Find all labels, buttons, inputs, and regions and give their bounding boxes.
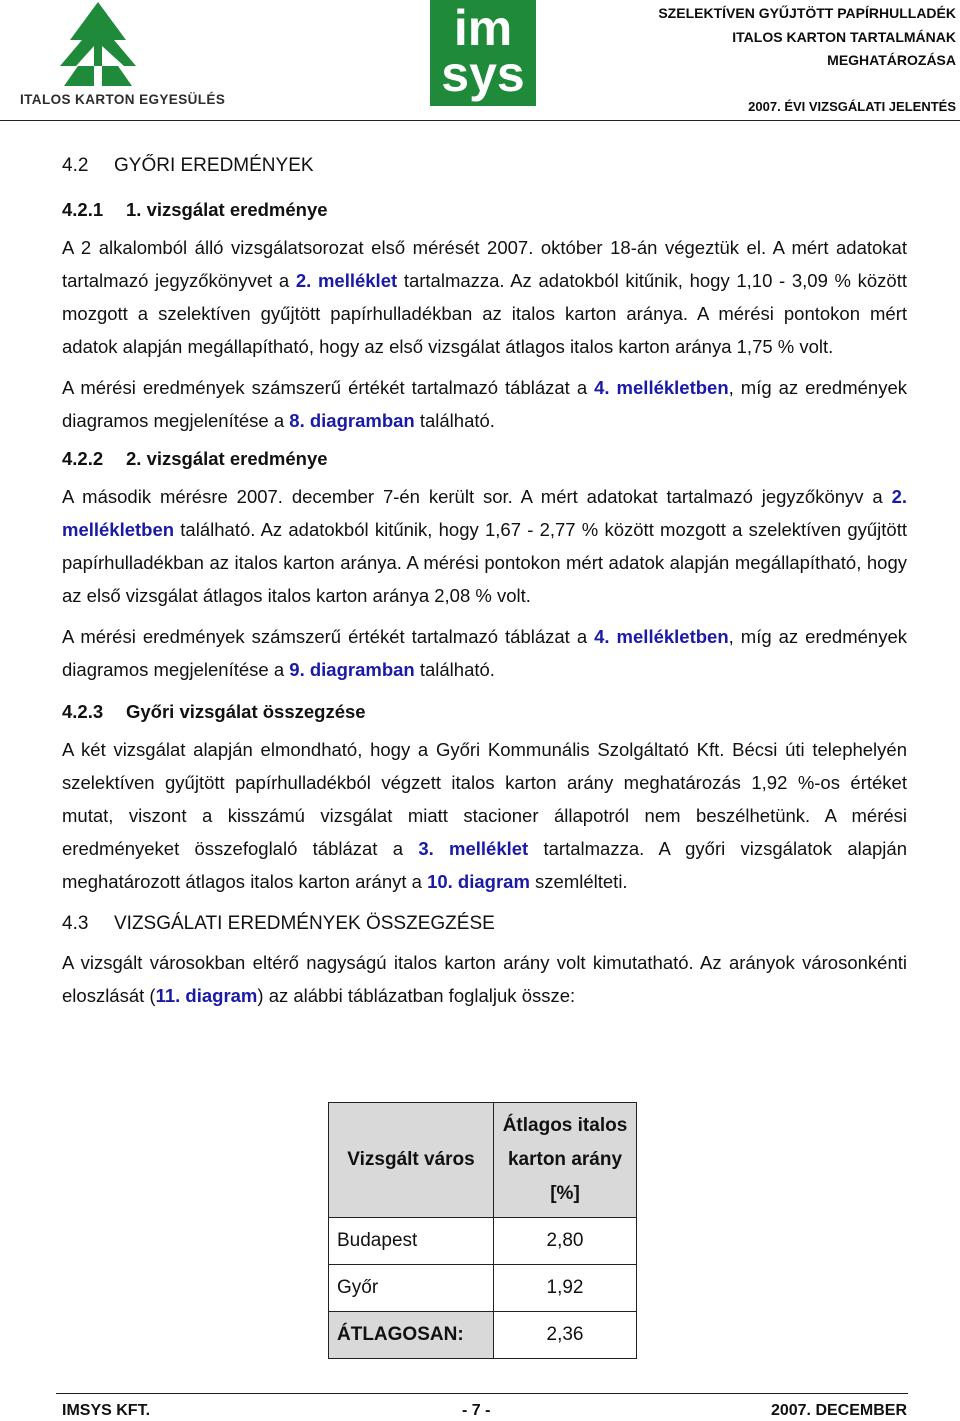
subsection-title: Győri vizsgálat összegzése bbox=[126, 701, 366, 722]
subsection-number: 4.2.2 bbox=[62, 448, 104, 469]
text: , míg az eredmények diagramos megjelenítése a bbox=[62, 377, 907, 431]
text: A 2 alkalomból álló vizsgálatsorozat első mérését 2007. október 18-án végeztük el. A mért adatokat tartalmazó jegyzőkönyvet a bbox=[62, 237, 907, 291]
annex-link[interactable]: 2. melléklet bbox=[295, 270, 398, 291]
text: A második mérésre 2007. december 7-én került sor. A mért adatokat tartalmazó jegyzőkönyv a bbox=[62, 486, 892, 507]
text: található. Az adatokból kitűnik, hogy 1,67 - 2,77 % között mozgott a szelektíven gyűjtött papírhulladékban az italos karton aránya. A mérési pontokon mért adatok alapján megállapítható, hogy az első vizsgálat átlagos italos karton aránya 2,08 % volt. bbox=[62, 519, 907, 606]
paragraph bbox=[62, 620, 907, 686]
value-cell: 2,80 bbox=[494, 1218, 637, 1265]
subsection-heading-4-2-3 bbox=[62, 690, 907, 733]
footer-company: IMSYS KFT. bbox=[62, 1402, 151, 1419]
section-heading-4-3 bbox=[62, 904, 907, 946]
text: A vizsgált városokban eltérő nagyságú italos karton arány volt kimutatható. Az arányok városonkénti eloszlását ( bbox=[62, 952, 907, 1006]
subsection-number: 4.2.1 bbox=[62, 199, 104, 220]
main-content bbox=[62, 146, 907, 1012]
report-label: 2007. ÉVI VIZSGÁLATI JELENTÉS bbox=[748, 98, 956, 114]
column-header-city: Vizsgált város bbox=[329, 1103, 494, 1218]
imsys-logo bbox=[430, 0, 536, 106]
subsection-heading-4-2-1 bbox=[62, 188, 907, 231]
section-number: 4.2 bbox=[62, 155, 89, 176]
page-number: - 7 - bbox=[462, 1402, 491, 1419]
subsection-title: 2. vizsgálat eredménye bbox=[126, 448, 328, 469]
column-header-ratio bbox=[494, 1103, 637, 1218]
text: található. bbox=[414, 659, 495, 680]
average-label-cell: ÁTLAGOSAN: bbox=[329, 1312, 494, 1359]
subsection-heading-4-2-2 bbox=[62, 437, 907, 480]
text: ) az alábbi táblázatban foglaljuk össze: bbox=[257, 985, 576, 1006]
title-line-2: ITALOS KARTON TARTALMÁNAK bbox=[732, 28, 956, 45]
section-title: GYŐRI EREDMÉNYEK bbox=[114, 155, 314, 176]
spacer bbox=[62, 363, 907, 371]
value-cell: 1,92 bbox=[494, 1265, 637, 1312]
paragraph bbox=[62, 231, 907, 363]
section-heading-4-2 bbox=[62, 146, 907, 188]
header-line: Átlagos italos bbox=[502, 1115, 628, 1136]
paragraph bbox=[62, 733, 907, 898]
document-title-block bbox=[658, 2, 956, 118]
text: tartalmazza. Az adatokból kitűnik, hogy 1,10 - 3,09 % között mozgott a szelektíven gyűjtött papírhulladékban az italos karton aránya. A mérési pontokon mért adatok alapján megállapítható, hogy az első vizsgálat átlagos italos karton aránya 1,75 % volt. bbox=[62, 270, 907, 357]
header-line: karton arány bbox=[507, 1149, 623, 1170]
text: tartalmazza. A győri vizsgálatok alapján meghatározott átlagos italos karton arányt a bbox=[62, 838, 907, 892]
text: , míg az eredmények diagramos megjelenítése a bbox=[62, 626, 907, 680]
header-divider bbox=[0, 120, 960, 121]
text: A mérési eredmények számszerű értékét tartalmazó táblázat a bbox=[62, 626, 595, 647]
tree-logo-icon bbox=[20, 0, 180, 92]
section-number: 4.3 bbox=[62, 913, 89, 934]
paragraph bbox=[62, 946, 907, 1012]
title-line-3: MEGHATÁROZÁSA bbox=[827, 52, 956, 68]
city-cell: Budapest bbox=[329, 1218, 494, 1265]
section-title: VIZSGÁLATI EREDMÉNYEK ÖSSZEGZÉSE bbox=[114, 913, 495, 934]
annex-link[interactable]: 2. mellékletben bbox=[62, 486, 907, 540]
text: található. bbox=[414, 410, 495, 431]
paragraph bbox=[62, 480, 907, 612]
diagram-link[interactable]: 8. diagramban bbox=[289, 410, 415, 431]
text: A két vizsgálat alapján elmondható, hogy a Győri Kommunális Szolgáltató Kft. Bécsi úti telephelyén szelektíven gyűjtött papírhulladékból végzett italos karton arány meghatározás 1,92 %-os értéket mutat, viszont a kisszámú vizsgálat miatt stacioner állapotról nem beszélhetünk. A mérési eredményeket összefoglaló táblázat a bbox=[62, 739, 907, 859]
diagram-link[interactable]: 11. diagram bbox=[155, 985, 258, 1006]
imsys-logo-line1: im bbox=[453, 0, 513, 56]
text: A mérési eredmények számszerű értékét tartalmazó táblázat a bbox=[62, 377, 595, 398]
table-header-row bbox=[329, 1103, 637, 1218]
org-name: ITALOS KARTON EGYESÜLÉS bbox=[20, 92, 226, 107]
text: szemlélteti. bbox=[529, 871, 628, 892]
header-line: [%] bbox=[550, 1183, 580, 1204]
annex-link[interactable]: 4. mellékletben bbox=[594, 626, 729, 647]
table-row bbox=[329, 1218, 637, 1265]
table-average-row bbox=[329, 1312, 637, 1359]
italos-karton-logo bbox=[20, 0, 226, 110]
diagram-link[interactable]: 10. diagram bbox=[427, 871, 530, 892]
footer-date: 2007. DECEMBER bbox=[770, 1402, 907, 1419]
annex-link[interactable]: 3. melléklet bbox=[418, 838, 529, 859]
title-line-1: SZELEKTÍVEN GYŰJTÖTT PAPÍRHULLADÉK bbox=[658, 5, 956, 21]
annex-link[interactable]: 4. mellékletben bbox=[594, 377, 729, 398]
paragraph bbox=[62, 371, 907, 437]
city-cell: Győr bbox=[329, 1265, 494, 1312]
spacer bbox=[62, 612, 907, 620]
table-row bbox=[329, 1265, 637, 1312]
results-table bbox=[328, 1102, 637, 1359]
average-value-cell: 2,36 bbox=[494, 1312, 637, 1359]
subsection-number: 4.2.3 bbox=[62, 701, 104, 722]
subsection-title: 1. vizsgálat eredménye bbox=[126, 199, 328, 220]
page-header bbox=[0, 0, 960, 120]
imsys-logo-line2: sys bbox=[441, 46, 525, 102]
footer-divider bbox=[56, 1393, 908, 1394]
diagram-link[interactable]: 9. diagramban bbox=[289, 659, 415, 680]
